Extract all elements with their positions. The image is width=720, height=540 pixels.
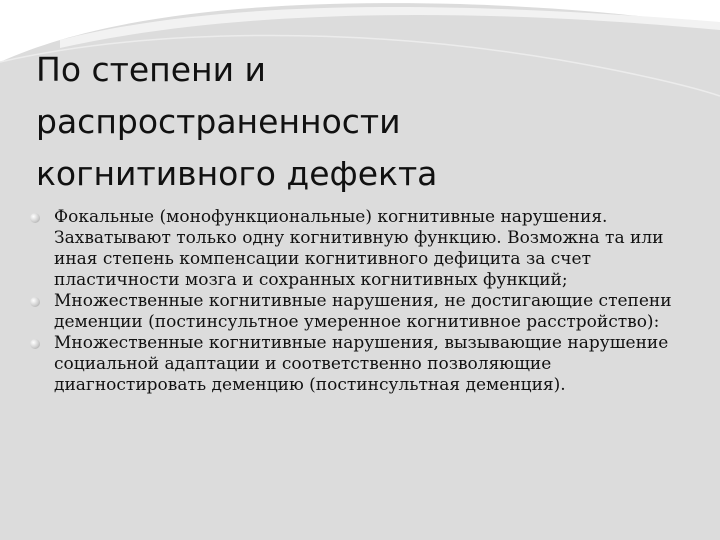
bullet-dot-icon [30, 297, 40, 307]
bullet-text: Фокальные (монофункциональные) когнитивные нарушения. Захватывают только одну когнитивную функцию. Возможна та или иная степень компенсации когнитивного дефицита за счет пластичности мозга и сохранных когнитивных функций; [54, 207, 664, 290]
bullet-item-multiple-mild [30, 291, 680, 333]
bullet-list [30, 207, 680, 396]
bullet-item-dementia [30, 333, 680, 396]
bullet-item-focal [30, 207, 680, 291]
bullet-text: Множественные когнитивные нарушения, вызывающие нарушение социальной адаптации и соответственно позволяющие диагностировать деменцию (постинсультная деменция). [54, 333, 669, 395]
bullet-dot-icon [30, 339, 40, 349]
bullet-text: Множественные когнитивные нарушения, не достигающие степени деменции (постинсультное умеренное когнитивное расстройство): [54, 291, 672, 332]
bullet-dot-icon [30, 213, 40, 223]
slide-title: По степени и распространенности когнитивного дефекта [36, 50, 438, 193]
